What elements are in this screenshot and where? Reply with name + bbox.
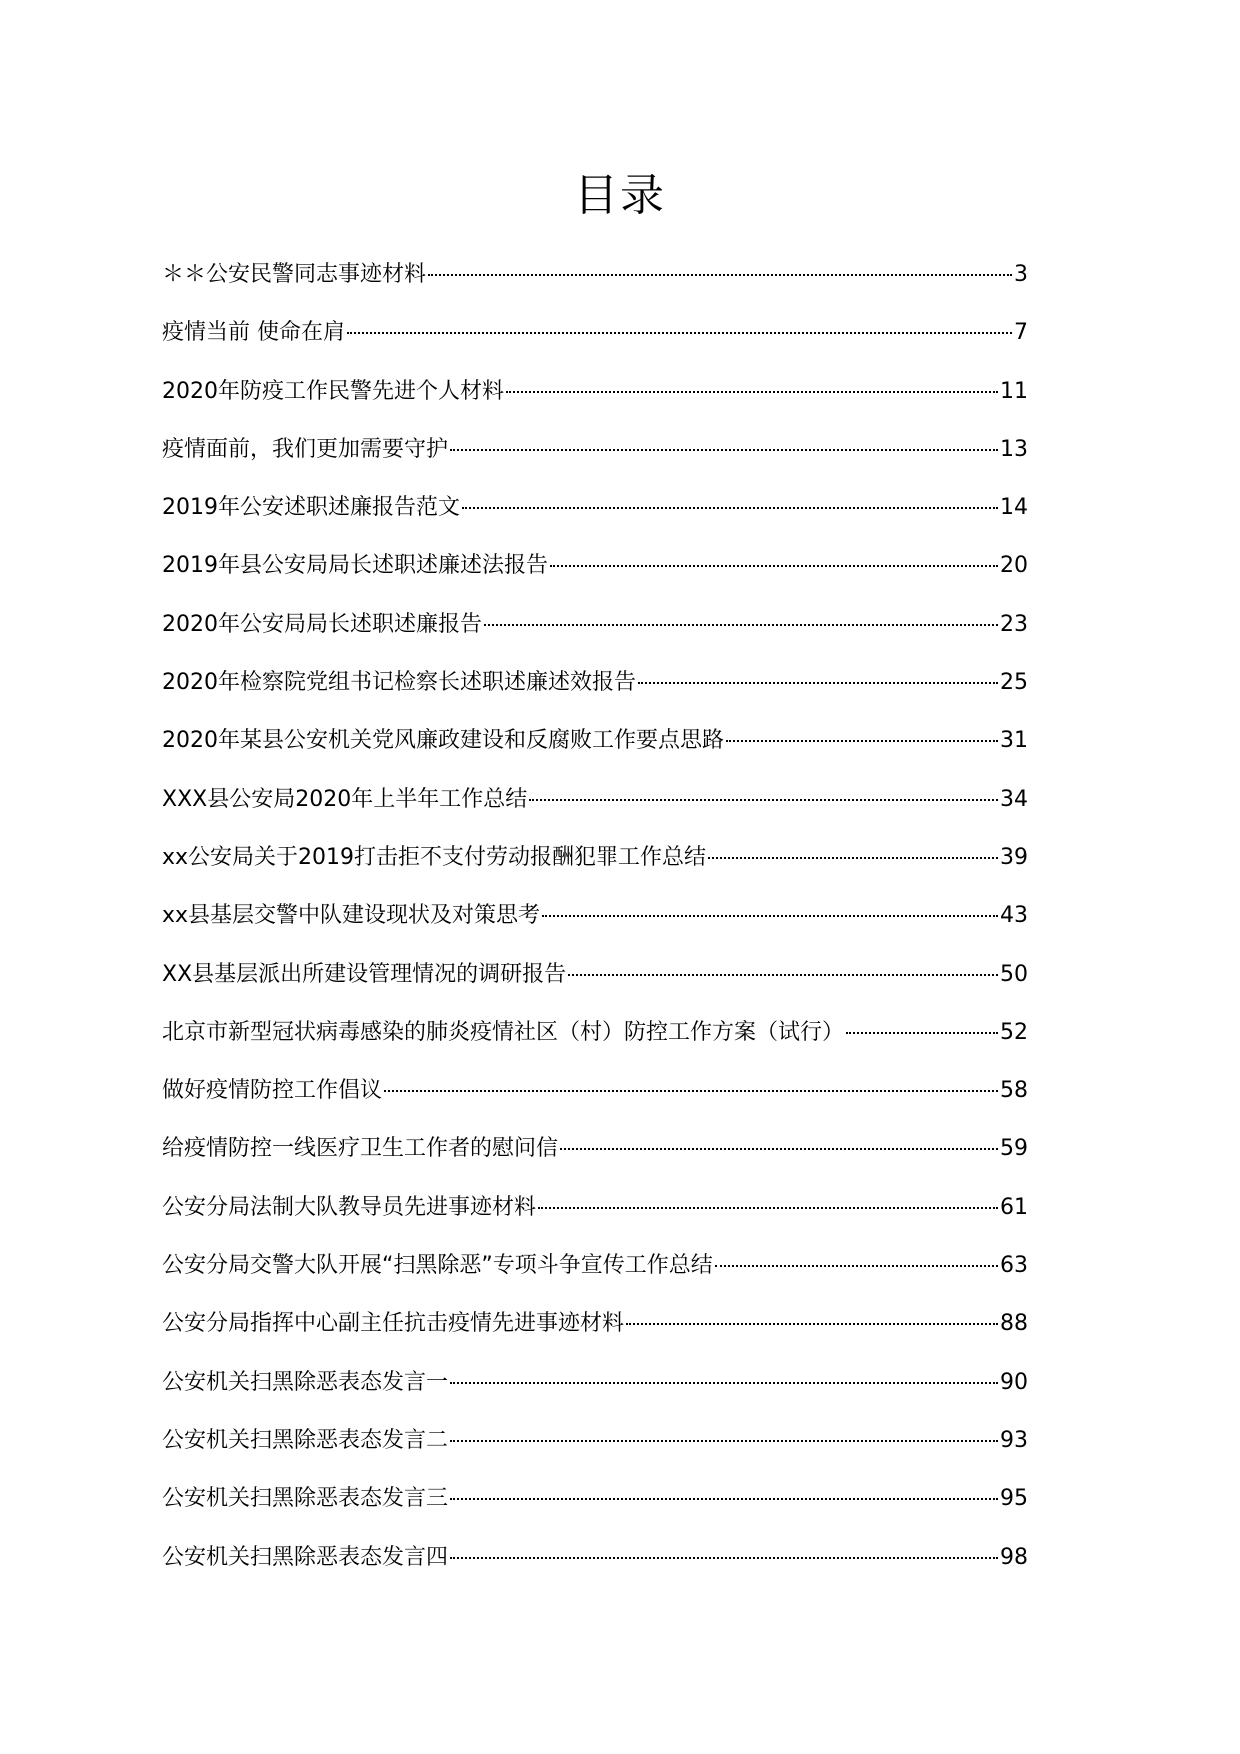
toc-dot-leader — [846, 1032, 998, 1034]
toc-entry[interactable] — [162, 887, 1028, 945]
toc-entry-title: 2020年检察院党组书记检察长述职述廉述效报告 — [162, 670, 636, 696]
toc-page-number: 63 — [1000, 1253, 1028, 1279]
toc-dot-leader — [506, 391, 998, 393]
toc-entry-title: 疫情当前 使命在肩 — [162, 320, 345, 346]
toc-entry[interactable] — [162, 1179, 1028, 1237]
toc-entry-title: xx县基层交警中队建设现状及对策思考 — [162, 903, 541, 929]
toc-dot-leader — [715, 1265, 998, 1267]
toc-entry[interactable] — [162, 946, 1028, 1004]
toc-entry-title: 2020年某县公安机关党风廉政建设和反腐败工作要点思路 — [162, 728, 724, 754]
toc-entry[interactable] — [162, 1529, 1028, 1587]
toc-dot-leader — [708, 857, 998, 859]
toc-page-number: 25 — [1000, 670, 1028, 696]
toc-dot-leader — [550, 565, 998, 567]
toc-entry[interactable] — [162, 654, 1028, 712]
toc-dot-leader — [462, 507, 998, 509]
toc-dot-leader — [450, 1498, 998, 1500]
toc-title: 目录 — [574, 170, 666, 221]
toc-list — [162, 246, 1028, 1587]
toc-dot-leader — [568, 974, 998, 976]
toc-entry[interactable] — [162, 1354, 1028, 1412]
toc-page-number: 98 — [1000, 1544, 1028, 1570]
toc-dot-leader — [542, 915, 998, 917]
toc-page-number: 39 — [1000, 844, 1028, 870]
toc-page-number: 7 — [1014, 320, 1028, 346]
toc-page-number: 50 — [1000, 961, 1028, 987]
toc-page-number: 31 — [1000, 728, 1028, 754]
toc-entry[interactable] — [162, 246, 1028, 304]
toc-entry-title: 给疫情防控一线医疗卫生工作者的慰问信 — [162, 1136, 559, 1162]
toc-page-number: 93 — [1000, 1427, 1028, 1453]
toc-page-number: 20 — [1000, 553, 1028, 579]
toc-entry[interactable] — [162, 421, 1028, 479]
toc-page-number: 61 — [1000, 1194, 1028, 1220]
toc-entry-title: 公安机关扫黑除恶表态发言一 — [162, 1369, 449, 1395]
toc-dot-leader — [560, 1148, 998, 1150]
toc-dot-leader — [626, 1323, 998, 1325]
toc-page-number: 34 — [1000, 786, 1028, 812]
toc-page-number: 43 — [1000, 903, 1028, 929]
toc-entry[interactable] — [162, 1004, 1028, 1062]
toc-entry-title: 2019年公安述职述廉报告范文 — [162, 495, 460, 521]
toc-entry[interactable] — [162, 1295, 1028, 1353]
toc-entry-title: 疫情面前，我们更加需要守护 — [162, 436, 449, 462]
toc-entry-title: xx公安局关于2019打击拒不支付劳动报酬犯罪工作总结 — [162, 844, 707, 870]
toc-entry-title: XX县基层派出所建设管理情况的调研报告 — [162, 961, 567, 987]
toc-page-number: 52 — [1000, 1019, 1028, 1045]
toc-dot-leader — [484, 624, 998, 626]
toc-dot-leader — [450, 1557, 998, 1559]
toc-entry-title: 2019年县公安局局长述职述廉述法报告 — [162, 553, 548, 579]
toc-page-number: 59 — [1000, 1136, 1028, 1162]
toc-page-number: 88 — [1000, 1311, 1028, 1337]
toc-dot-leader — [529, 799, 998, 801]
toc-entry[interactable] — [162, 363, 1028, 421]
toc-dot-leader — [450, 1440, 998, 1442]
toc-entry-title: 公安机关扫黑除恶表态发言二 — [162, 1427, 449, 1453]
toc-entry[interactable] — [162, 829, 1028, 887]
toc-page-number: 58 — [1000, 1078, 1028, 1104]
toc-entry[interactable] — [162, 479, 1028, 537]
toc-dot-leader — [450, 449, 998, 451]
toc-entry-title: 公安分局法制大队教导员先进事迹材料 — [162, 1194, 537, 1220]
toc-dot-leader — [538, 1207, 998, 1209]
toc-dot-leader — [384, 1090, 998, 1092]
toc-entry-title: 做好疫情防控工作倡议 — [162, 1078, 383, 1104]
toc-entry-title: 公安机关扫黑除恶表态发言四 — [162, 1544, 449, 1570]
toc-entry[interactable] — [162, 1062, 1028, 1120]
toc-page-number: 95 — [1000, 1486, 1028, 1512]
toc-entry-title: 公安分局交警大队开展“扫黑除恶”专项斗争宣传工作总结 — [162, 1253, 713, 1279]
toc-entry[interactable] — [162, 304, 1028, 362]
toc-entry[interactable] — [162, 596, 1028, 654]
toc-dot-leader — [428, 274, 1012, 276]
toc-entry-title: 北京市新型冠状病毒感染的肺炎疫情社区（村）防控工作方案（试行） — [162, 1019, 845, 1045]
toc-entry[interactable] — [162, 1470, 1028, 1528]
toc-entry[interactable] — [162, 771, 1028, 829]
toc-page-number: 3 — [1014, 262, 1028, 287]
toc-entry[interactable] — [162, 537, 1028, 595]
toc-entry-title: 公安机关扫黑除恶表态发言三 — [162, 1486, 449, 1512]
toc-entry-title: 2020年防疫工作民警先进个人材料 — [162, 378, 504, 404]
toc-page-number: 90 — [1000, 1369, 1028, 1395]
toc-entry-title: 2020年公安局局长述职述廉报告 — [162, 611, 482, 637]
toc-entry-title: 公安分局指挥中心副主任抗击疫情先进事迹材料 — [162, 1311, 625, 1337]
toc-dot-leader — [450, 1382, 998, 1384]
toc-page-number: 23 — [1000, 611, 1028, 637]
toc-dot-leader — [638, 682, 998, 684]
toc-entry[interactable] — [162, 1412, 1028, 1470]
toc-entry-title: XXX县公安局2020年上半年工作总结 — [162, 786, 528, 812]
toc-entry[interactable] — [162, 1120, 1028, 1178]
toc-entry[interactable] — [162, 1237, 1028, 1295]
toc-dot-leader — [347, 332, 1012, 334]
toc-entry-title: ＊＊公安民警同志事迹材料 — [162, 262, 427, 287]
toc-page-number: 14 — [1000, 495, 1028, 521]
toc-page-number: 11 — [1000, 378, 1028, 404]
toc-entry[interactable] — [162, 712, 1028, 770]
toc-dot-leader — [726, 740, 998, 742]
toc-page-number: 13 — [1000, 436, 1028, 462]
